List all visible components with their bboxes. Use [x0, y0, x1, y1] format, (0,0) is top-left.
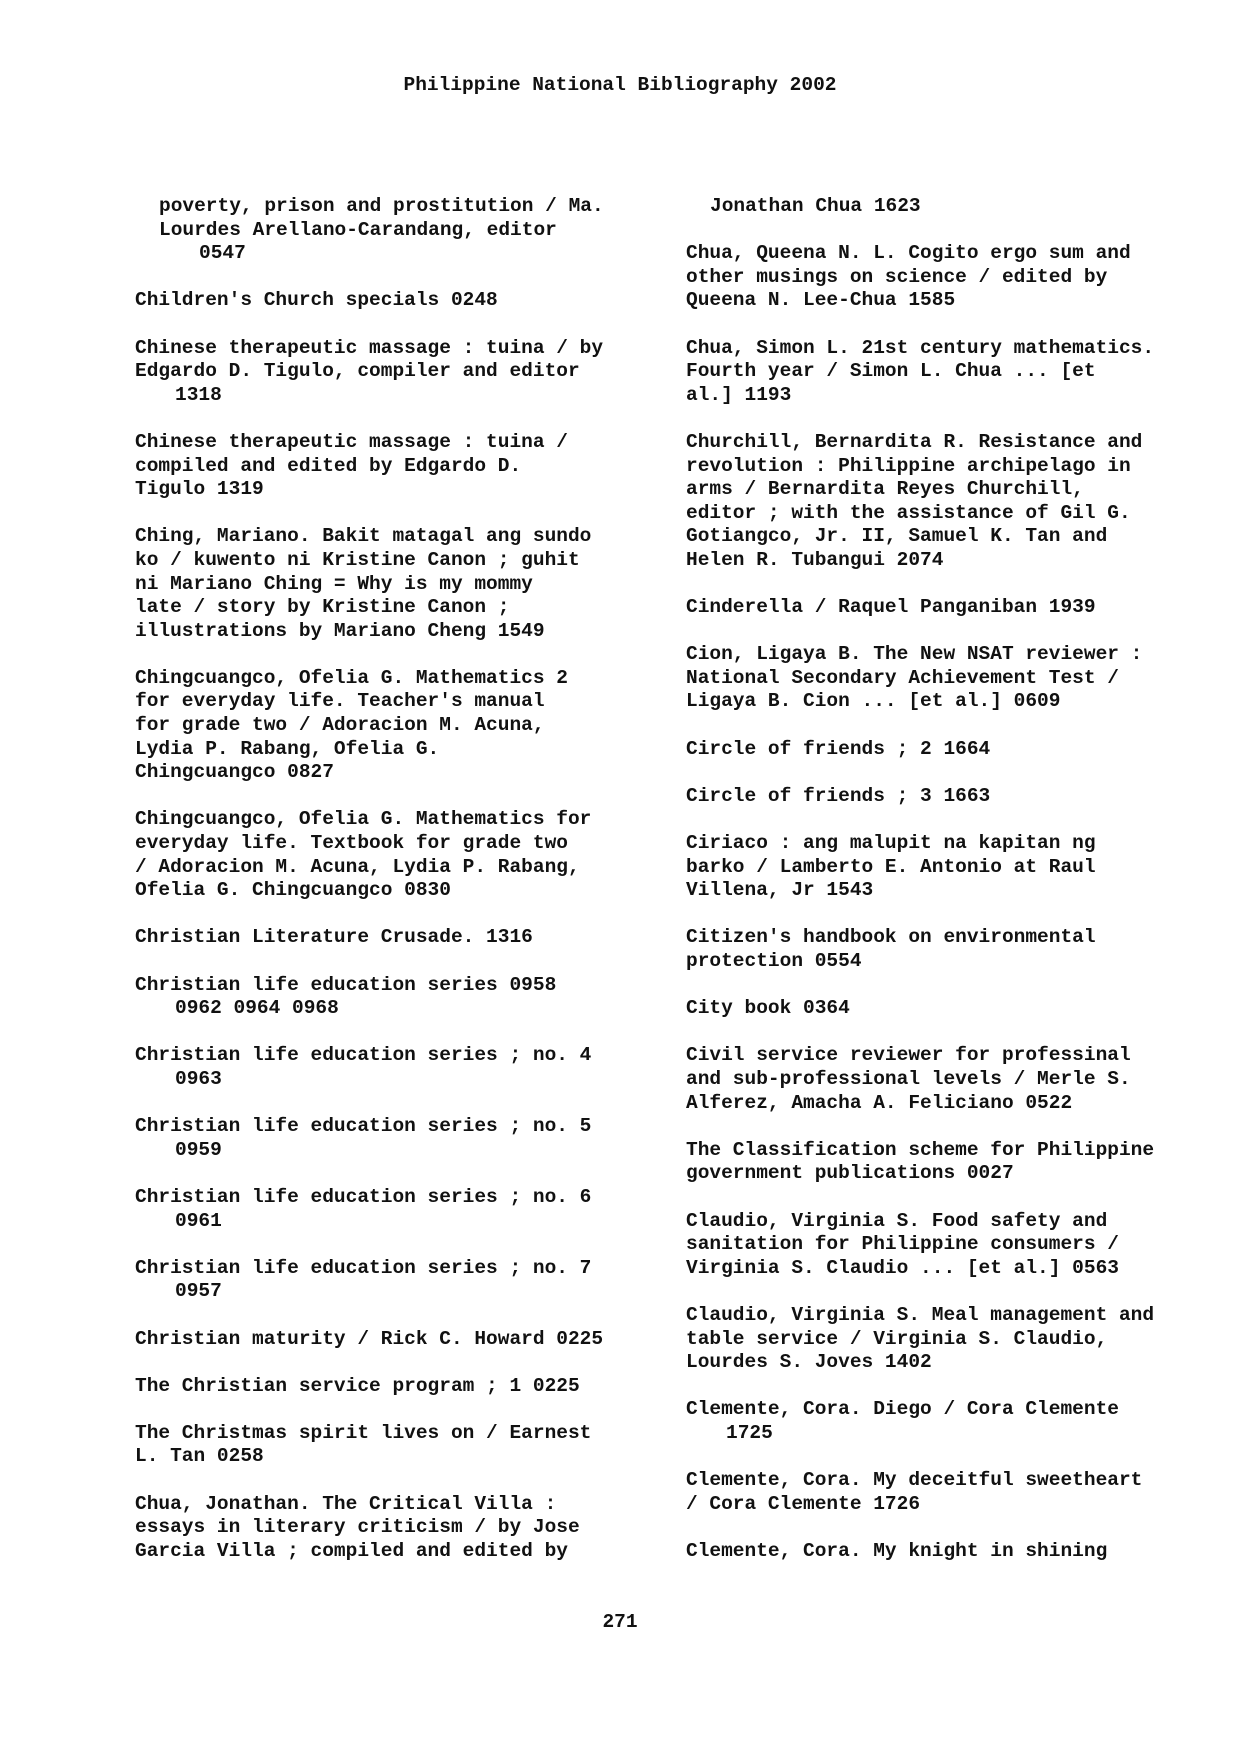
entry-line: Christian maturity / Rick C. Howard 0225 [135, 1327, 604, 1350]
bibliography-entry [686, 832, 1206, 903]
entry-line: 1318 [175, 383, 222, 406]
entry-line: Lourdes S. Joves 1402 [686, 1351, 932, 1374]
entry-line: table service / Virginia S. Claudio, [686, 1327, 1108, 1350]
entry-line: everyday life. Textbook for grade two [135, 832, 568, 855]
bibliography-entry [135, 1328, 655, 1352]
entry-line: Claudio, Virginia S. Meal management and [686, 1303, 1155, 1326]
entry-line: Cinderella / Raquel Panganiban 1939 [686, 596, 1096, 619]
bibliography-entry [686, 926, 1206, 973]
bibliography-entry [686, 997, 1206, 1021]
bibliography-entry [686, 1469, 1206, 1516]
entry-line: Claudio, Virginia S. Food safety and [686, 1209, 1108, 1232]
entry-line: Chingcuangco, Ofelia G. Mathematics 2 [135, 666, 568, 689]
entry-line: / Adoracion M. Acuna, Lydia P. Rabang, [135, 855, 580, 878]
bibliography-entry [686, 785, 1206, 809]
entry-line: Christian life education series 0958 [135, 973, 557, 996]
entry-line: Helen R. Tubangui 2074 [686, 548, 944, 571]
bibliography-entry [135, 1375, 655, 1399]
entry-line: Children's Church specials 0248 [135, 289, 498, 312]
entry-line: Chingcuangco, Ofelia G. Mathematics for [135, 808, 592, 831]
entry-line: compiled and edited by Edgardo D. [135, 454, 522, 477]
entry-line: Christian life education series ; no. 6 [135, 1185, 592, 1208]
bibliography-entry [686, 596, 1206, 620]
entry-line: 0547 [199, 242, 246, 265]
entry-line: 0957 [175, 1280, 222, 1303]
entry-line: Cion, Ligaya B. The New NSAT reviewer : [686, 643, 1143, 666]
entry-line: Chinese therapeutic massage : tuina / [135, 430, 568, 453]
entry-line: Chinese therapeutic massage : tuina / by [135, 336, 604, 359]
entry-line: Fourth year / Simon L. Chua ... [et [686, 360, 1096, 383]
bibliography-entry [686, 242, 1206, 313]
entry-line: L. Tan 0258 [135, 1445, 264, 1468]
bibliography-entry [686, 1540, 1206, 1564]
bibliography-entry [135, 1186, 655, 1233]
running-header: Philippine National Bibliography 2002 [403, 74, 837, 96]
entry-line: Christian life education series ; no. 5 [135, 1115, 592, 1138]
entry-line: Gotiangco, Jr. II, Samuel K. Tan and [686, 525, 1108, 548]
entry-line: Garcia Villa ; compiled and edited by [135, 1539, 568, 1562]
entry-line: government publications 0027 [686, 1162, 1014, 1185]
bibliography-entry [135, 431, 655, 502]
bibliography-entry [686, 1210, 1206, 1281]
entry-line: Virginia S. Claudio ... [et al.] 0563 [686, 1256, 1119, 1279]
entry-line: Ching, Mariano. Bakit matagal ang sundo [135, 525, 592, 548]
bibliography-entry [135, 926, 655, 950]
entry-line: 0963 [175, 1067, 222, 1090]
entry-line: protection 0554 [686, 950, 862, 972]
entry-line: Christian life education series ; no. 4 [135, 1044, 592, 1067]
entry-line: 1725 [726, 1421, 773, 1444]
entry-line: Clemente, Cora. Diego / Cora Clemente [686, 1398, 1119, 1421]
entry-line: editor ; with the assistance of Gil G. [686, 501, 1131, 524]
entry-line: / Cora Clemente 1726 [686, 1492, 921, 1515]
entry-line: 0962 0964 0968 [175, 997, 339, 1020]
entry-line: for everyday life. Teacher's manual [135, 690, 545, 713]
left-column [135, 195, 655, 1587]
bibliography-entry [135, 1257, 655, 1304]
entry-line: Churchill, Bernardita R. Resistance and [686, 430, 1143, 453]
entry-line: Christian Literature Crusade. 1316 [135, 926, 533, 949]
entry-line: The Christmas spirit lives on / Earnest [135, 1421, 592, 1444]
bibliography-entry [135, 525, 655, 643]
entry-line: Chua, Jonathan. The Critical Villa : [135, 1492, 557, 1515]
entry-line: revolution : Philippine archipelago in [686, 454, 1131, 477]
entry-line: City book 0364 [686, 997, 850, 1020]
entry-line: Clemente, Cora. My deceitful sweetheart [686, 1469, 1143, 1492]
entry-line: Chingcuangco 0827 [135, 761, 334, 784]
entry-line: illustrations by Mariano Cheng 1549 [135, 619, 545, 642]
bibliography-entry [135, 974, 655, 1021]
entry-line: Chua, Queena N. L. Cogito ergo sum and [686, 242, 1131, 265]
entry-line: Edgardo D. Tigulo, compiler and editor [135, 360, 580, 383]
bibliography-entry [135, 1493, 655, 1564]
bibliography-entry [135, 1422, 655, 1469]
bibliography-entry [135, 289, 655, 313]
entry-line: barko / Lamberto E. Antonio at Raul [686, 855, 1096, 878]
entry-line: 0961 [175, 1209, 222, 1232]
entry-line: Chua, Simon L. 21st century mathematics. [686, 336, 1155, 359]
bibliography-entry [686, 337, 1206, 408]
entry-line: essays in literary criticism / by Jose [135, 1516, 580, 1539]
bibliography-entry [135, 337, 655, 408]
right-column [686, 195, 1206, 1587]
entry-line: Civil service reviewer for professinal [686, 1044, 1131, 1067]
entry-line: late / story by Kristine Canon ; [135, 596, 510, 619]
entry-line: Circle of friends ; 2 1664 [686, 737, 991, 760]
entry-line: Queena N. Lee-Chua 1585 [686, 289, 956, 312]
entry-line: Tigulo 1319 [135, 478, 264, 501]
bibliography-entry [686, 1398, 1206, 1445]
entry-line: Lydia P. Rabang, Ofelia G. [135, 737, 440, 760]
entry-line: arms / Bernardita Reyes Churchill, [686, 478, 1084, 501]
entry-line: and sub-professional levels / Merle S. [686, 1067, 1131, 1090]
bibliography-entry [686, 738, 1206, 762]
entry-line: National Secondary Achievement Test / [686, 666, 1119, 689]
bibliography-entry [686, 431, 1206, 573]
bibliography-entry [686, 1304, 1206, 1375]
page-number: 271 [602, 1611, 638, 1633]
entry-line: ni Mariano Ching = Why is my mommy [135, 572, 533, 595]
entry-line: Lourdes Arellano-Carandang, editor [159, 218, 557, 241]
entry-line: Clemente, Cora. My knight in shining [686, 1539, 1108, 1562]
entry-line: Ligaya B. Cion ... [et al.] 0609 [686, 690, 1061, 713]
entry-line: Circle of friends ; 3 1663 [686, 784, 991, 807]
entry-line: The Classification scheme for Philippine [686, 1138, 1155, 1161]
bibliography-entry [135, 195, 655, 266]
entry-line: ko / kuwento ni Kristine Canon ; guhit [135, 548, 580, 571]
entry-line: Ciriaco : ang malupit na kapitan ng [686, 832, 1096, 855]
entry-line: other musings on science / edited by [686, 265, 1108, 288]
entry-line: Villena, Jr 1543 [686, 879, 874, 902]
entry-line: al.] 1193 [686, 383, 792, 406]
entry-line: Ofelia G. Chingcuangco 0830 [135, 879, 451, 902]
entry-line: sanitation for Philippine consumers / [686, 1233, 1119, 1256]
bibliography-entry [135, 1115, 655, 1162]
bibliography-entry [686, 643, 1206, 714]
bibliography-entry [686, 1139, 1206, 1186]
entry-line: 0959 [175, 1138, 222, 1161]
entry-line: Alferez, Amacha A. Feliciano 0522 [686, 1091, 1073, 1114]
bibliography-entry [686, 1044, 1206, 1115]
entry-line: for grade two / Adoracion M. Acuna, [135, 714, 545, 737]
entry-line: Jonathan Chua 1623 [710, 195, 921, 217]
entry-line: Citizen's handbook on environmental [686, 926, 1096, 949]
bibliography-entry [686, 195, 1206, 219]
bibliography-entry [135, 1044, 655, 1091]
entry-line: The Christian service program ; 1 0225 [135, 1374, 580, 1397]
bibliography-entry [135, 667, 655, 785]
entry-line: Christian life education series ; no. 7 [135, 1256, 592, 1279]
bibliography-entry [135, 808, 655, 902]
entry-line: poverty, prison and prostitution / Ma. [159, 195, 604, 217]
